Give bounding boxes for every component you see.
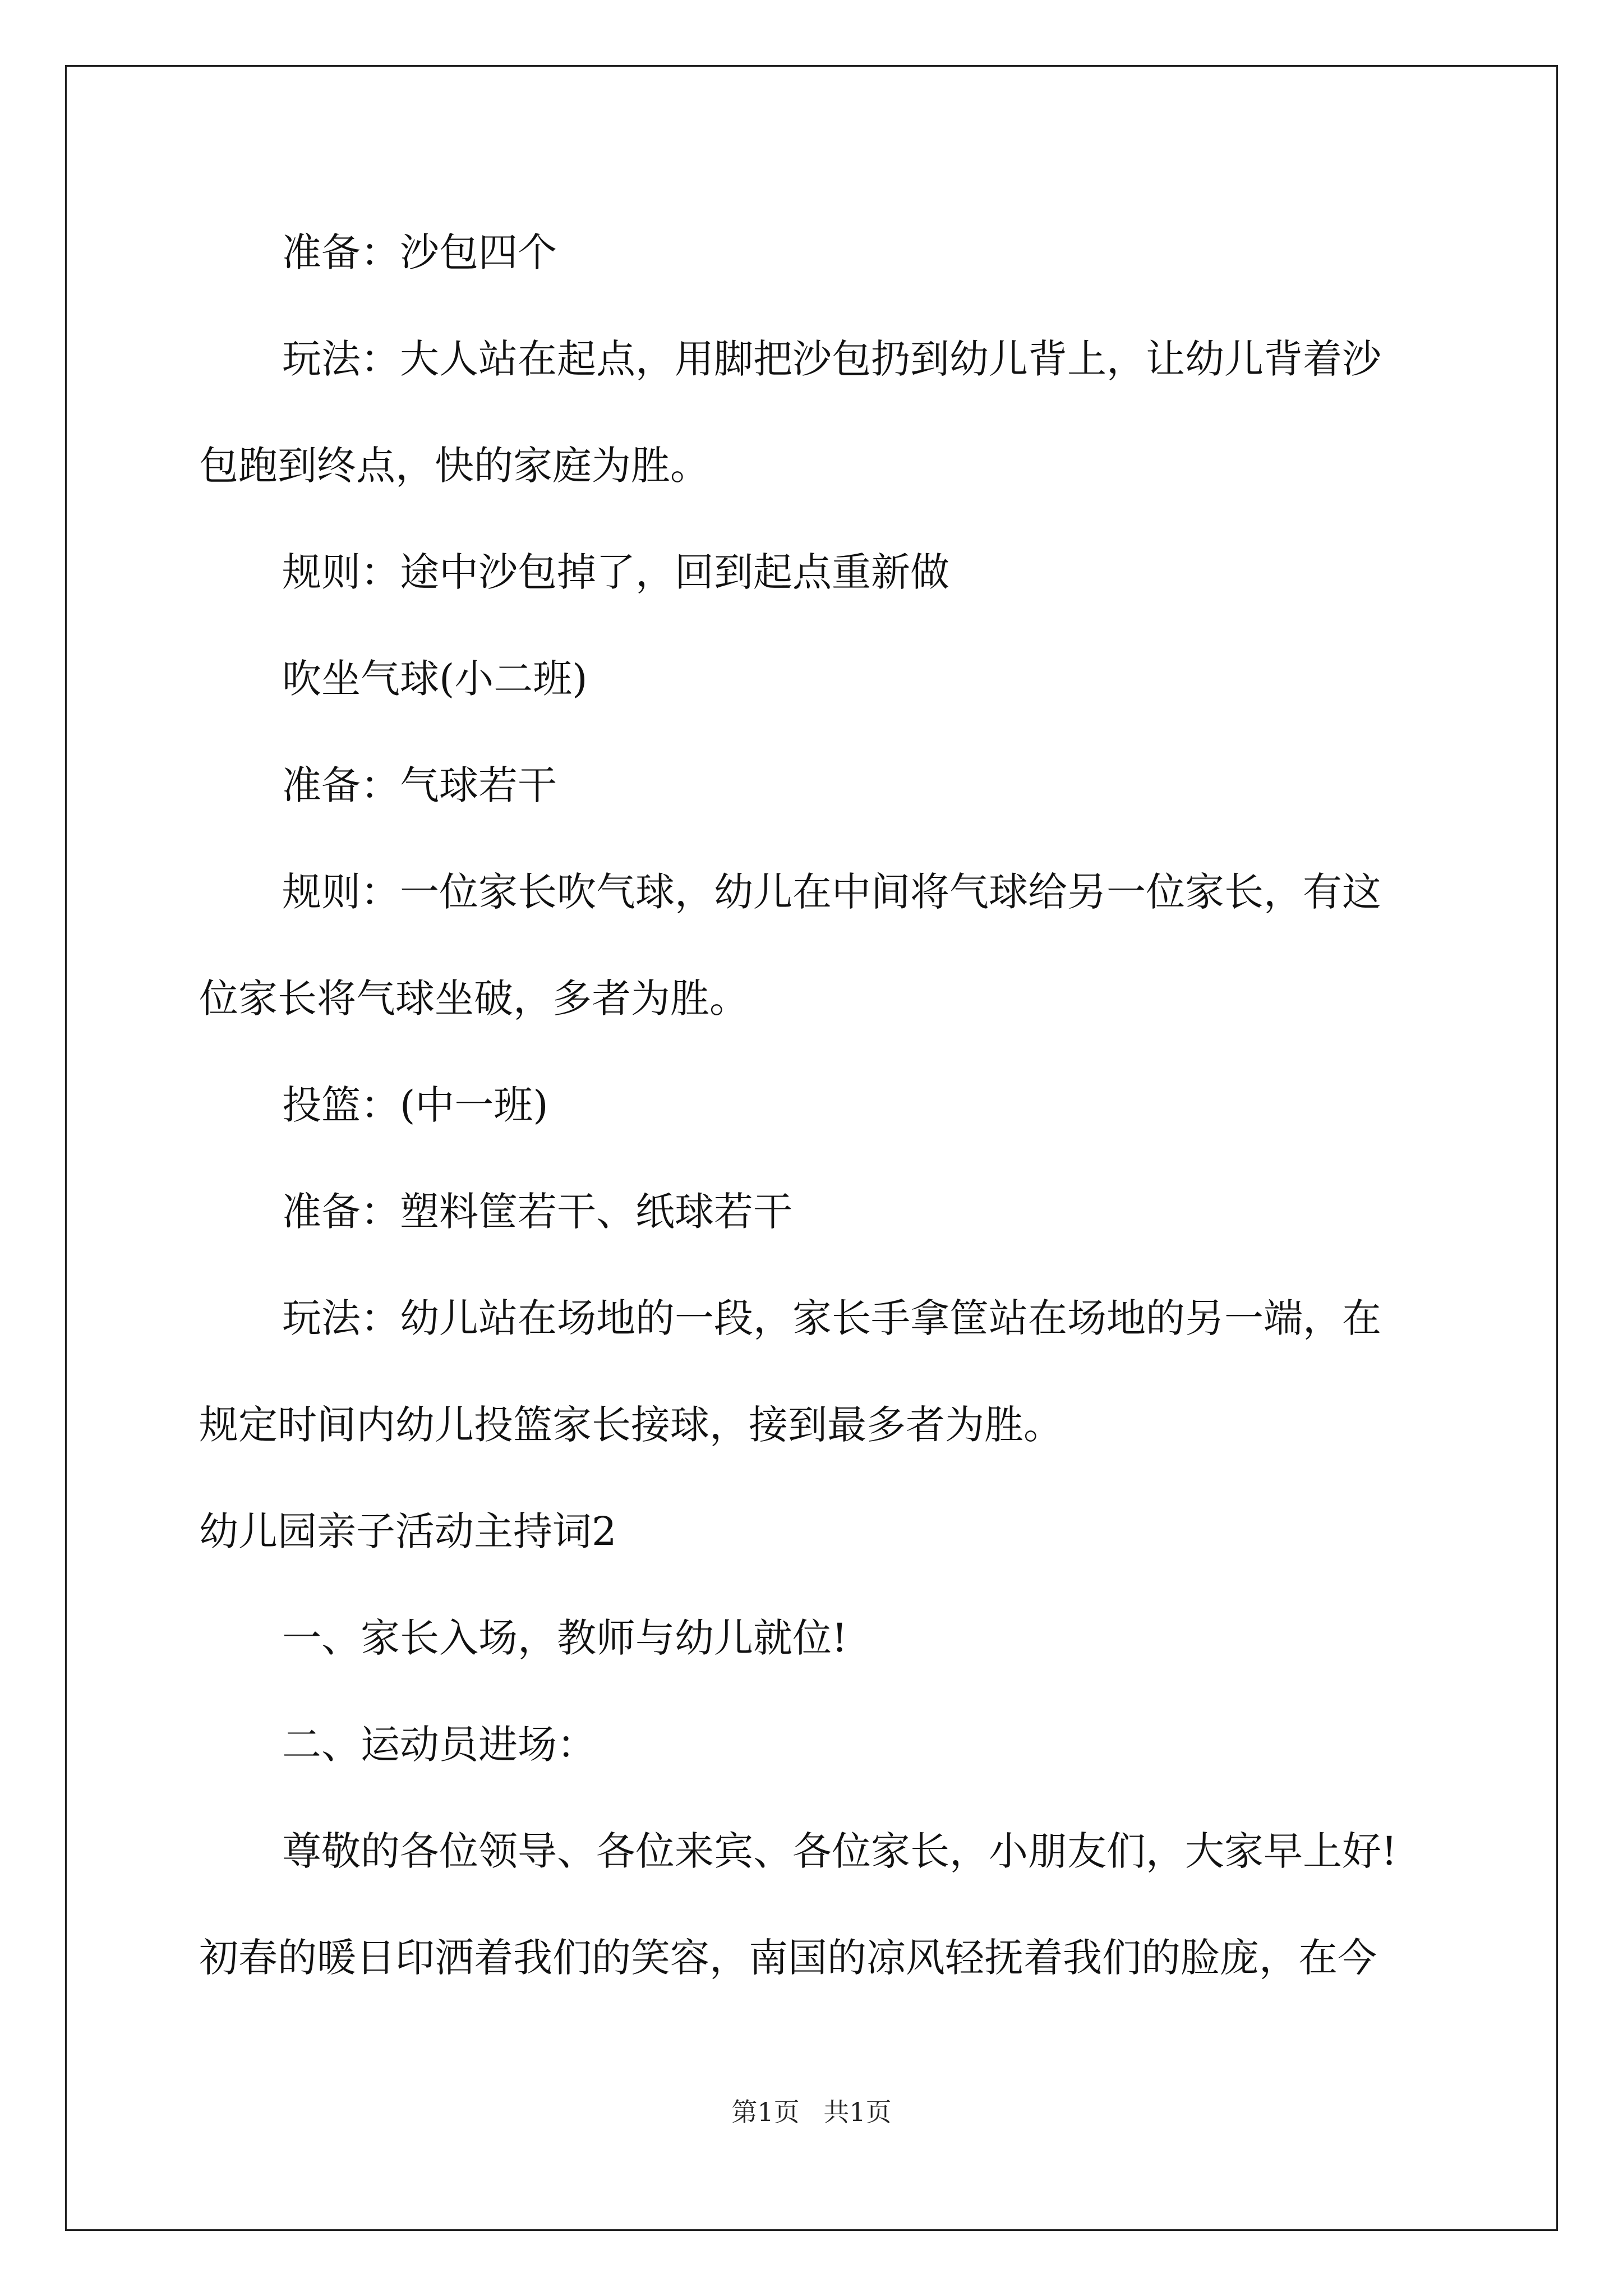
- paragraph-3: 包跑到终点，快的家庭为胜。: [199, 443, 709, 489]
- paragraph-7: 规则：一位家长吹气球，幼儿在中间将气球给另一位家长，有这: [282, 869, 1381, 915]
- paragraph-15: 二、运动员进场：: [282, 1722, 596, 1768]
- paragraph-5: 吹坐气球(小二班): [282, 656, 588, 702]
- paragraph-6: 准备：气球若干: [282, 762, 557, 808]
- document-body: [199, 199, 1444, 2011]
- paragraph-11: 玩法：幼儿站在场地的一段，家长手拿筐站在场地的另一端，在: [282, 1295, 1381, 1341]
- page-footer: [0, 2095, 1623, 2129]
- paragraph-8: 位家长将气球坐破，多者为胜。: [199, 976, 749, 1022]
- paragraph-16: 尊敬的各位领导、各位来宾、各位家长，小朋友们，大家早上好!: [282, 1828, 1398, 1874]
- page-total: 共1页: [823, 2097, 892, 2127]
- page-number: 第1页: [731, 2097, 800, 2127]
- paragraph-4: 规则：途中沙包掉了，回到起点重新做: [282, 549, 949, 595]
- paragraph-14: 一、家长入场，教师与幼儿就位!: [282, 1615, 848, 1661]
- paragraph-1: 准备：沙包四个: [282, 229, 557, 275]
- paragraph-10: 准备：塑料筐若干、纸球若干: [282, 1189, 792, 1235]
- section-heading: 幼儿园亲子活动主持词2: [199, 1508, 617, 1554]
- paragraph-9: 投篮：(中一班): [282, 1082, 548, 1128]
- paragraph-2: 玩法：大人站在起点，用脚把沙包扔到幼儿背上，让幼儿背着沙: [282, 336, 1381, 382]
- paragraph-17: 初春的暖日印洒着我们的笑容，南国的凉风轻抚着我们的脸庞，在今: [199, 1935, 1377, 1981]
- paragraph-12: 规定时间内幼儿投篮家长接球，接到最多者为胜。: [199, 1402, 1063, 1448]
